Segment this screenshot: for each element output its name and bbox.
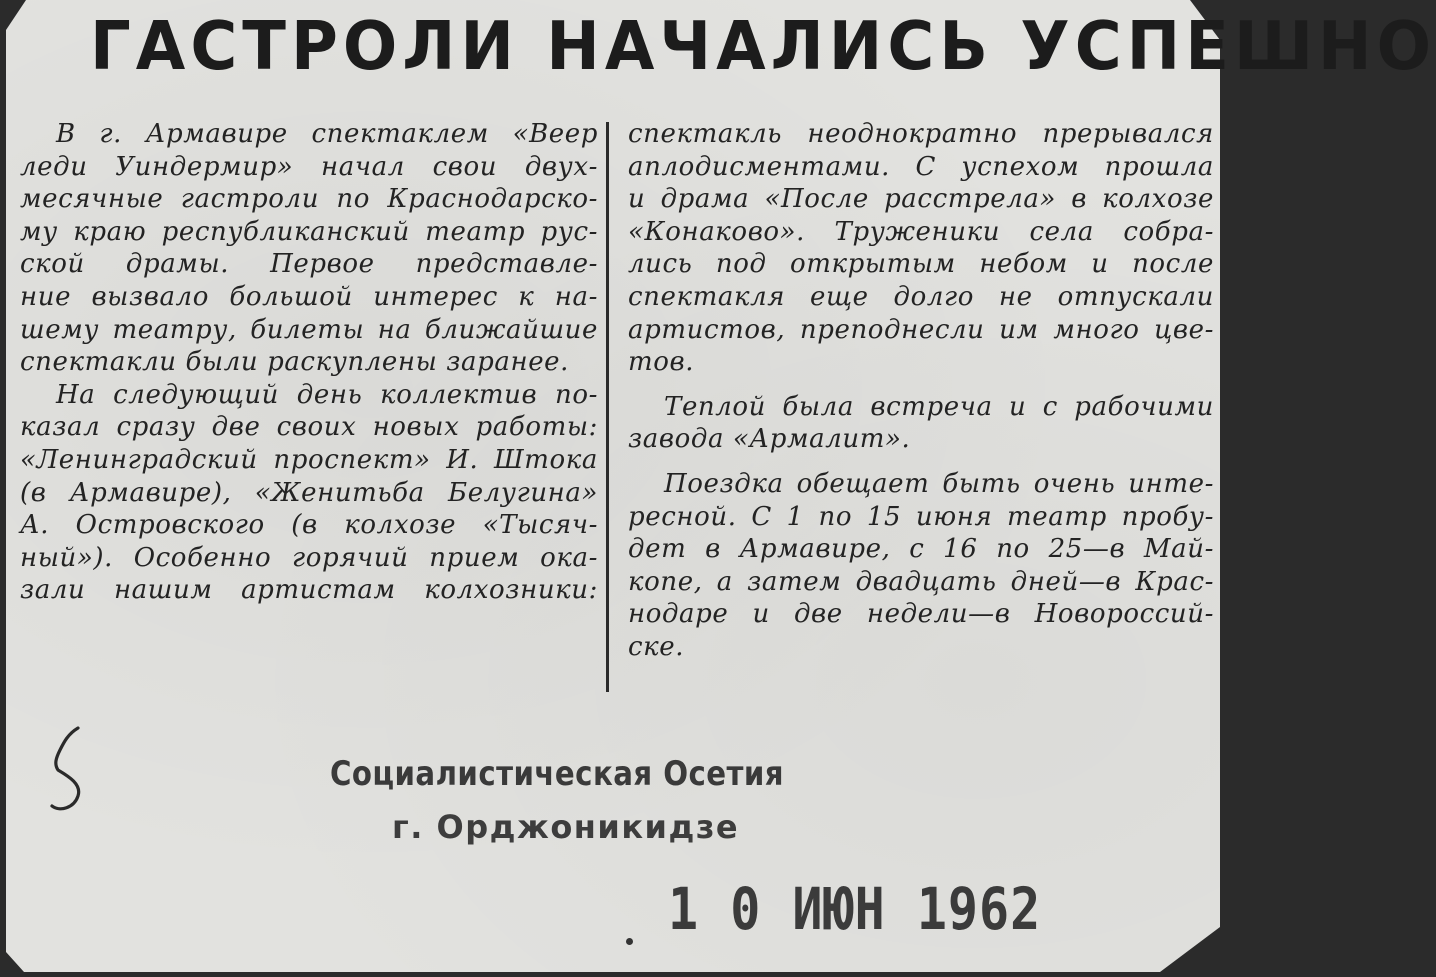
article-line: шему театру, билеты на ближайшие (20, 314, 598, 345)
article-line: «Конаково». Труженики села собра- (628, 216, 1214, 247)
article-line: А. Островского (в колхозе «Тысяч- (20, 510, 598, 541)
article-line: копе, а затем двадцать дней—в Крас- (628, 566, 1214, 597)
article-line: ный»). Особенно горячий прием ока- (20, 542, 598, 573)
article-line: аплодисментами. С успехом прошла (628, 151, 1214, 182)
article-line: спектакли были раскуплены заранее. (20, 347, 570, 378)
paragraph-gap (628, 456, 1214, 468)
article-line: ске. (628, 631, 685, 662)
article-line: нодаре и две недели—в Новороссий- (628, 599, 1214, 630)
article-line: завода «Армалит». (628, 424, 911, 455)
article-column-right (628, 118, 1214, 664)
source-newspaper-name: Социалистическая Осетия (330, 754, 785, 794)
article-headline: ГАСТРОЛИ НАЧАЛИСЬ УСПЕШНО (90, 8, 1436, 86)
article-line: (в Армавире), «Женитьба Белугина» (20, 477, 598, 508)
article-line: лись под открытым небом и после (628, 249, 1214, 280)
article-column-left (20, 118, 598, 607)
torn-corner (6, 952, 24, 972)
article-line: Теплой была встреча и с рабочими (664, 391, 1214, 422)
article-line: тов. (628, 347, 695, 378)
source-city: г. Орджоникидзе (392, 808, 740, 846)
date-stamp: 1 0 ИЮН 1962 (668, 876, 1042, 943)
article-line: ской драмы. Первое представле- (20, 249, 598, 280)
article-line: спектакля еще долго не отпускали (628, 281, 1214, 312)
article-line: На следующий день коллектив по- (56, 379, 598, 410)
article-line: леди Уиндермир» начал свои двух- (20, 151, 598, 182)
article-line: месячные гастроли по Краснодарско- (20, 184, 598, 215)
article-line: казал сразу две своих новых работы: (20, 412, 598, 443)
handwritten-five-glyph (38, 720, 98, 820)
torn-corner (1160, 927, 1220, 972)
article-line: «Ленинградский проспект» И. Штока (20, 444, 598, 475)
article-line: му краю республиканский театр рус- (20, 216, 598, 247)
torn-corner (6, 0, 26, 30)
article-line: Поездка обещает быть очень инте- (664, 468, 1214, 499)
article-line: артистов, преподнесли им много цве- (628, 314, 1214, 345)
paragraph-gap (628, 379, 1214, 391)
ink-dot (626, 938, 633, 945)
article-line: В г. Армавире спектаклем «Веер (56, 119, 598, 149)
handwritten-number-mark (38, 720, 98, 824)
article-line: ние вызвало большой интерес к на- (20, 281, 598, 312)
article-line: спектакль неоднократно прерывался (628, 119, 1214, 149)
article-line: и драма «После расстрела» в колхозе (628, 184, 1214, 215)
column-divider (606, 122, 609, 692)
article-line: дет в Армавире, с 16 по 25—в Май- (628, 534, 1214, 565)
article-line: ресной. С 1 по 15 июня театр пробу- (628, 501, 1214, 532)
article-line: зали нашим артистам колхозники: (20, 575, 598, 606)
